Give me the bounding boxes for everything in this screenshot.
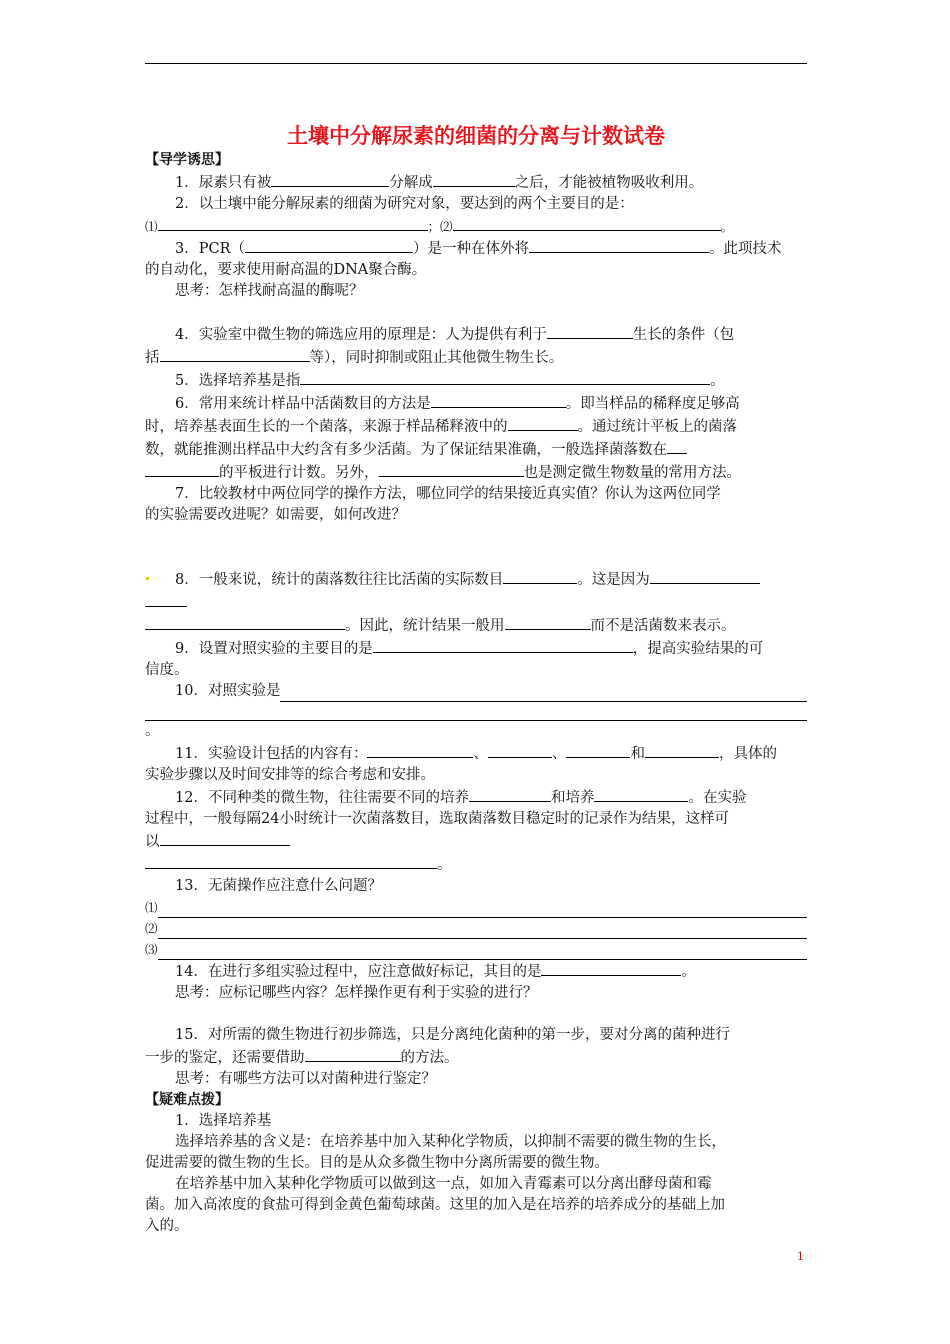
section-heading-guide: 【导学诱思】 [145, 152, 229, 168]
blank[interactable] [667, 438, 687, 454]
question-8-line3: 。因此，统计结果一般用 而不是活菌数来表示。 [145, 614, 807, 637]
blank[interactable] [650, 568, 760, 584]
question-11-cont: 实验步骤以及时间安排等的综合考虑和安排。 [145, 767, 435, 783]
blank[interactable] [145, 853, 437, 869]
blank[interactable] [300, 369, 710, 385]
blank[interactable] [431, 392, 566, 408]
header-rule [145, 63, 807, 64]
question-9-cont: 信度。 [145, 662, 189, 678]
question-14: 14．在进行多组实验过程中，应注意做好标记，其目的是 。 [145, 960, 807, 983]
difficulty-paragraph-2-end: 入的。 [145, 1218, 189, 1234]
question-2: 2．以土壤中能分解尿素的细菌为研究对象，要达到的两个主要目的是： [175, 196, 634, 212]
blank[interactable] [488, 742, 552, 758]
question-5: 5．选择培养基是指 。 [145, 369, 807, 392]
question-6: 6．常用来统计样品中活菌数目的方法是 。即当样品的稀释度足够高 [145, 392, 807, 415]
blank[interactable] [158, 941, 807, 960]
question-8: 8．一般来说，统计的菌落数往往比活菌的实际数目 。这是因为 [145, 568, 807, 591]
blank[interactable] [158, 899, 807, 918]
question-15: 15．对所需的微生物进行初步筛选，只是分离纯化菌种的第一步，要对分离的菌种进行 [175, 1027, 730, 1043]
question-1: 1．尿素只有被 分解成 之后，才能被植物吸收利用。 [145, 171, 807, 194]
think-14: 思考：应标记哪些内容？怎样操作更有利于实验的进行？ [175, 985, 538, 1001]
difficulty-paragraph-1-cont: 促进需要的微生物的生长。目的是从众多微生物中分离所需要的微生物。 [145, 1155, 609, 1171]
question-8-line2 [145, 591, 807, 614]
blank[interactable] [145, 461, 219, 477]
blank[interactable] [505, 614, 591, 630]
question-12-line2: 过程中，一般每隔24小时统计一次菌落数目，选取菌落数目稳定时的记录作为结果，这样可 [145, 811, 729, 827]
page-title: 土壤中分解尿素的细菌的分离与计数试卷 [287, 124, 665, 148]
blank[interactable] [305, 1046, 401, 1062]
blank[interactable] [453, 215, 721, 231]
question-7: 7．比较教材中两位同学的操作方法，哪位同学的结果接近真实值？你认为这两位同学 [175, 486, 721, 502]
question-13-item-1: ⑴ [145, 897, 807, 918]
question-12-line3: 以 [145, 830, 807, 853]
think-15: 思考：有哪些方法可以对菌种进行鉴定？ [175, 1071, 436, 1087]
question-9: 9．设置对照实验的主要目的是 ，提高实验结果的可 [145, 637, 807, 660]
difficulty-paragraph-1: 选择培养基的含义是：在培养基中加入某种化学物质，以抑制不需要的微生物的生长， [175, 1134, 726, 1150]
blank[interactable] [433, 171, 515, 187]
think-3: 思考：怎样找耐高温的酶呢？ [175, 283, 364, 299]
blank[interactable] [245, 237, 413, 253]
difficulty-paragraph-2: 在培养基中加入某种化学物质可以做到这一点，如加入青霉素可以分离出酵母菌和霉 [175, 1176, 712, 1192]
blank[interactable] [645, 742, 719, 758]
section-heading-difficulties: 【疑难点拨】 [145, 1092, 229, 1108]
blank[interactable] [160, 830, 290, 846]
blank[interactable] [160, 346, 310, 362]
question-6-line4: 的平板进行计数。另外， 也是测定微生物数量的常用方法。 [145, 461, 807, 484]
blank[interactable] [547, 323, 633, 339]
blank[interactable] [594, 786, 688, 802]
blank[interactable] [373, 637, 633, 653]
blank[interactable] [503, 568, 577, 584]
question-12: 12．不同种类的微生物，往往需要不同的培养 和培养 。在实验 [145, 786, 807, 809]
question-10-line2 [145, 702, 807, 721]
blank[interactable] [158, 920, 807, 939]
blank[interactable] [145, 614, 345, 630]
question-11: 11．实验设计包括的内容有： 、 、 和 ，具体的 [145, 742, 807, 765]
blank[interactable] [379, 461, 524, 477]
question-15-cont: 一步的鉴定，还需要借助 的方法。 [145, 1046, 807, 1069]
question-2-answers: ⑴ ；⑵ 。 [145, 215, 807, 237]
question-3: 3．PCR（ ）是一种在体外将 。此项技术 [145, 237, 807, 260]
question-12-line4: 。 [145, 853, 807, 876]
question-13-item-2: ⑵ [145, 918, 807, 939]
question-10-end: 。 [145, 723, 160, 739]
blank[interactable] [529, 237, 709, 253]
question-6-line3: 数，就能推测出样品中大约含有多少活菌。为了保证结果准确，一般选择菌落数在 [145, 438, 807, 461]
page-number: 1 [797, 1250, 804, 1263]
difficulty-paragraph-2-cont: 菌。加入高浓度的食盐可得到金黄色葡萄球菌。这里的加入是在培养的培养成分的基础上加 [145, 1197, 725, 1213]
blank[interactable] [145, 591, 187, 607]
question-10: 10．对照实验是 [145, 681, 807, 702]
blank[interactable] [271, 171, 389, 187]
blank[interactable] [158, 215, 428, 231]
blank[interactable] [541, 960, 681, 976]
question-4-cont: 括 等），同时抑制或阻止其他微生物生长。 [145, 346, 807, 369]
difficulty-heading: 1．选择培养基 [175, 1113, 272, 1129]
blank[interactable] [280, 683, 807, 702]
blank[interactable] [367, 742, 473, 758]
question-4: 4．实验室中微生物的筛选应用的原理是：人为提供有利于 生长的条件（包 [145, 323, 807, 346]
question-13: 13．无菌操作应注意什么问题？ [175, 878, 382, 894]
blank[interactable] [508, 415, 578, 431]
question-3-cont: 的自动化，要求使用耐高温的DNA聚合酶。 [145, 262, 427, 278]
question-7-cont: 的实验需要改进呢？如需要，如何改进？ [145, 507, 406, 523]
question-6-line2: 时，培养基表面生长的一个菌落，来源于样品稀释液中的 。通过统计平板上的菌落 [145, 415, 807, 438]
blank[interactable] [145, 702, 807, 721]
blank[interactable] [566, 742, 630, 758]
document-body [145, 122, 807, 1237]
blank[interactable] [469, 786, 551, 802]
question-13-item-3: ⑶ [145, 939, 807, 960]
